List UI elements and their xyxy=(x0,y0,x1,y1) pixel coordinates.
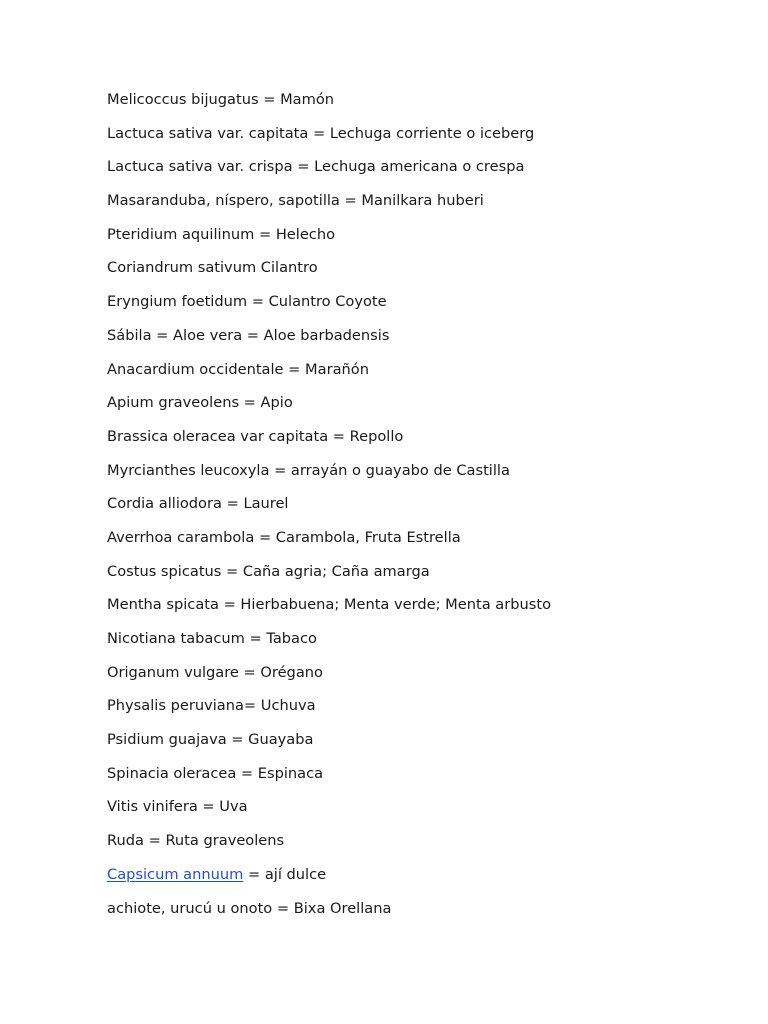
list-item: Physalis peruviana= Uchuva xyxy=(107,697,316,715)
list-item: Lactuca sativa var. capitata = Lechuga corriente o iceberg xyxy=(107,124,535,142)
list-item: Cordia alliodora = Laurel xyxy=(107,495,289,513)
plant-name-list xyxy=(107,89,747,931)
list-item: Anacardium occidentale = Marañón xyxy=(107,360,369,378)
list-item: Pteridium aquilinum = Helecho xyxy=(107,225,336,243)
list-item: Spinacia oleracea = Espinaca xyxy=(107,764,324,782)
capsicum-annuum-meaning: = ají dulce xyxy=(243,865,327,883)
list-item: Nicotiana tabacum = Tabaco xyxy=(107,630,317,647)
list-item: Sábila = Aloe vera = Aloe barbadensis xyxy=(107,326,390,344)
list-item-capsicum xyxy=(107,864,747,898)
list-item: achiote, urucú u onoto = Bixa Orellana xyxy=(107,899,392,917)
list-item: Mentha spicata = Hierbabuena; Menta verde; Menta arbusto xyxy=(107,596,551,614)
list-item: Costus spicatus = Caña agria; Caña amarga xyxy=(107,562,430,580)
list-item: Melicoccus bijugatus = Mamón xyxy=(107,91,335,108)
list-item: Eryngium foetidum = Culantro Coyote xyxy=(107,293,387,311)
list-item: Psidium guajava = Guayaba xyxy=(107,731,314,749)
list-item: Averrhoa carambola = Carambola, Fruta Estrella xyxy=(107,528,461,546)
list-item: Coriandrum sativum Cilantro xyxy=(107,259,318,277)
list-item: Ruda = Ruta graveolens xyxy=(107,832,285,850)
capsicum-annuum-link[interactable]: Capsicum annuum xyxy=(107,865,244,883)
list-item: Vitis vinifera = Uva xyxy=(107,798,248,816)
list-item: Brassica oleracea var capitata = Repollo xyxy=(107,427,404,445)
list-item: Apium graveolens = Apio xyxy=(107,394,293,412)
list-item: Myrcianthes leucoxyla = arrayán o guayabo de Castilla xyxy=(107,461,510,479)
list-item: Origanum vulgare = Orégano xyxy=(107,663,323,681)
list-item: Masaranduba, níspero, sapotilla = Manilkara huberi xyxy=(107,192,484,210)
list-item: Lactuca sativa var. crispa = Lechuga americana o crespa xyxy=(107,158,525,176)
